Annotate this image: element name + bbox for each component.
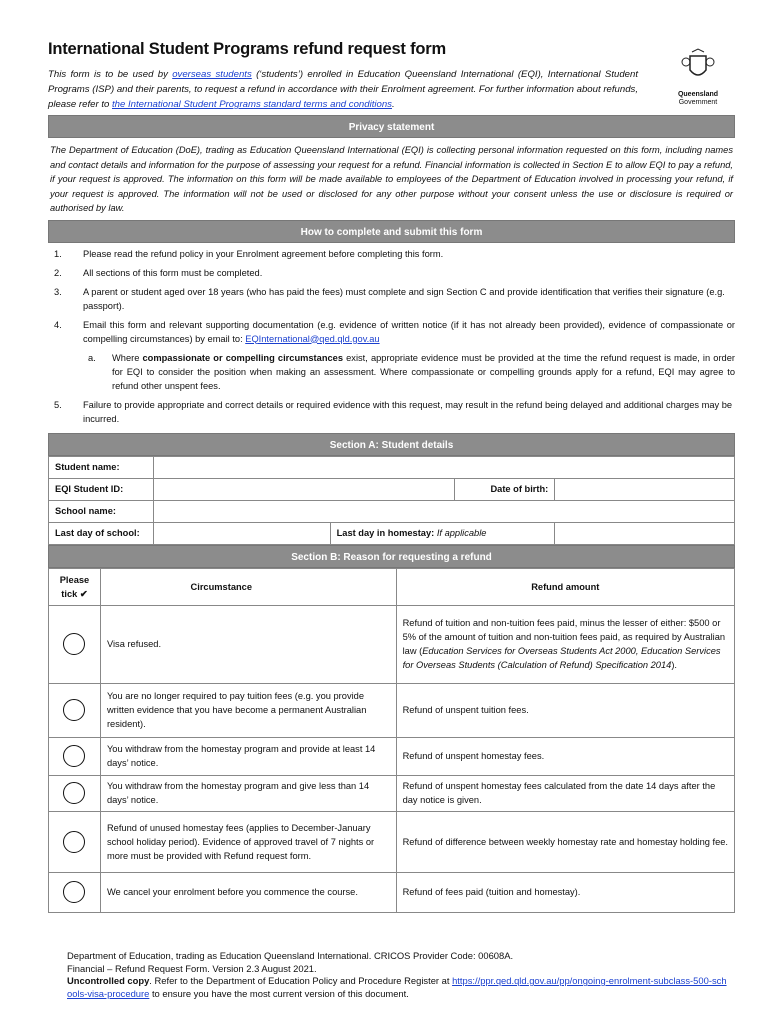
privacy-text: The Department of Education (DoE), trading as Education Queensland International (EQI) is collecting personal information requested on this form, including names and contact details and information for the purpose of assessing your request for a refund. Financial information is collected in Section E to allow EQI to pay a refund, if your request is approved. The information on this form will be made available to employees of the Department of Education involved in processing your refund, if your request is approved. The information will not be used or disclosed for any other purpose without your consent unless the use or disclosure is required or authorised by law. (50, 145, 733, 213)
terms-conditions-link[interactable]: the International Student Programs standard terms and conditions (112, 99, 392, 110)
circumstance-cell: Visa refused. (100, 605, 396, 683)
tick-radio[interactable] (63, 699, 85, 721)
intro-part: (‘students’) enrolled in Education Queensland International (EQI), International Student Programs (ISP) and their parents, to request a refund in accordance with their Enrolment agreement. For further information about refunds, please refer to (48, 69, 638, 110)
intro-part: This form is to be used by (48, 69, 173, 80)
footer-text: . Refer to the Department of Education Policy and Procedure Register at (149, 975, 453, 986)
item-text (83, 318, 735, 346)
refund-cell (396, 872, 734, 912)
coat-of-arms-icon (678, 48, 718, 88)
student-name-label: Student name: (49, 456, 154, 478)
refund-option-row (49, 811, 735, 872)
logo-subtext: Government (678, 99, 718, 106)
tick-radio[interactable] (63, 633, 85, 655)
item-text-part: Email this form and relevant supporting documentation (e.g. evidence of written notice (if it has not already been provided), evidence of compassionate or compelling circumstances) by email to: (83, 319, 735, 344)
item-text: All sections of this form must be completed. (83, 267, 263, 278)
intro-text (48, 67, 638, 112)
refund-cell (396, 605, 734, 683)
item-number: 3. (54, 286, 62, 297)
tick-cell (49, 737, 101, 775)
refund-header: Refund amount (396, 568, 734, 605)
last-day-school-label: Last day of school: (49, 522, 154, 544)
item-text: Please read the refund policy in your Enrolment agreement before completing this form. (83, 248, 444, 259)
email-link[interactable]: EQInternational@qed.qld.gov.au (245, 333, 380, 344)
refund-option-row (49, 683, 735, 737)
item-text: Failure to provide appropriate and correct details or required evidence with this request, may result in the refund being delayed and additional charges may be incurred. (83, 399, 733, 424)
list-item (48, 243, 735, 262)
ppr-link[interactable]: https://ppr.qed.qld.gov.au/pp/ongoing-enrolment-subclass-500-schools-visa-procedure (67, 975, 727, 999)
refund-cell (396, 775, 734, 811)
footer (67, 950, 727, 1000)
privacy-heading: Privacy statement (48, 115, 735, 138)
refund-option-row (49, 605, 735, 683)
tick-cell (49, 683, 101, 737)
refund-text: Refund of fees paid (tuition and homestay). (402, 887, 581, 897)
refund-cell (396, 683, 734, 737)
queensland-government-logo (668, 48, 728, 107)
student-id-label: EQI Student ID: (49, 478, 154, 500)
item-number: 2. (54, 267, 62, 278)
item-text-part: exist, appropriate evidence must be provided at the time the refund request is made, in order for EQI to consider the position when making an assessment. Where compassionate or compelling grounds apply for a refund, EQI may agree to refund other unspent fees. (112, 352, 735, 391)
logo-text: Queensland (677, 91, 719, 98)
student-id-field[interactable] (153, 478, 455, 500)
section-a-heading: Section A: Student details (48, 433, 735, 456)
tick-cell (49, 775, 101, 811)
label-text: Last day in homestay: (336, 528, 435, 538)
last-day-school-field[interactable] (153, 522, 330, 544)
last-day-homestay-label (330, 522, 555, 544)
refund-option-row (49, 872, 735, 912)
item-text (112, 351, 735, 393)
howto-heading: How to complete and submit this form (48, 220, 735, 243)
item-text: A parent or student aged over 18 years (who has paid the fees) must complete and sign Section C and provide identification that verifies their signature (e.g. passport). (83, 286, 725, 311)
instructions-list (48, 243, 735, 427)
refund-law-text: Education Services for Overseas Students Act 2000, Education Services for Overseas Students (Calculation of Refund) Specification 2014 (402, 646, 721, 670)
list-item (48, 281, 735, 314)
tick-header: Please tick ✔ (49, 568, 101, 605)
refund-text: Refund of unspent homestay fees calculated from the date 14 days after the day notice is given. (402, 781, 716, 805)
school-name-field[interactable] (153, 500, 734, 522)
circumstance-cell: You withdraw from the homestay program and provide at least 14 days’ notice. (100, 737, 396, 775)
tick-cell (49, 811, 101, 872)
refund-text: Refund of tuition and non-tuition fees paid, minus the lesser of either: $500 or 5% of the amount of tuition and non-tuition fees paid, as required by Australian law ( (402, 618, 726, 656)
student-name-field[interactable] (153, 456, 734, 478)
refund-cell (396, 737, 734, 775)
footer-line: Department of Education, trading as Education Queensland International. CRICOS Provider Code: 00608A. (67, 950, 514, 961)
item-number: 5. (54, 399, 62, 410)
school-name-label: School name: (49, 500, 154, 522)
refund-cell (396, 811, 734, 872)
refund-text: Refund of difference between weekly homestay rate and homestay holding fee. (402, 836, 729, 847)
item-text-part: Where (112, 352, 143, 363)
item-text-bold: compassionate or compelling circumstances (142, 352, 344, 363)
student-details-table (48, 456, 735, 545)
form-page (48, 40, 735, 913)
item-number: 1. (54, 248, 62, 259)
refund-text: Refund of unspent tuition fees. (402, 705, 529, 715)
tick-radio[interactable] (63, 881, 85, 903)
label-note: If applicable (436, 528, 487, 538)
list-item (48, 347, 735, 394)
tick-radio[interactable] (63, 782, 85, 804)
tick-radio[interactable] (63, 745, 85, 767)
intro-part: . (391, 99, 395, 110)
footer-line (67, 975, 727, 1000)
footer-line: Financial – Refund Request Form. Version 2.3 August 2021. (67, 962, 317, 974)
circumstance-cell: You are no longer required to pay tuition fees (e.g. you provide written evidence that you have become a permanent Australian resident). (100, 683, 396, 737)
list-item (48, 394, 735, 427)
refund-text: Refund of unspent homestay fees. (402, 751, 545, 761)
circumstance-cell: Refund of unused homestay fees (applies to December-January school holiday period). Evidence of approved travel of 7 nights or more must be provided with Refund request form. (100, 811, 396, 872)
circumstance-header: Circumstance (100, 568, 396, 605)
section-b-heading: Section B: Reason for requesting a refund (48, 545, 735, 568)
tick-radio[interactable] (63, 831, 85, 853)
list-item (48, 262, 735, 281)
refund-text: ). (671, 660, 677, 670)
refund-option-row (49, 775, 735, 811)
list-item (48, 314, 735, 347)
refund-option-row (49, 737, 735, 775)
circumstance-cell: You withdraw from the homestay program and give less than 14 days’ notice. (100, 775, 396, 811)
circumstance-cell: We cancel your enrolment before you commence the course. (100, 872, 396, 912)
tick-cell (49, 872, 101, 912)
dob-label: Date of birth: (455, 478, 555, 500)
item-number: a. (88, 352, 96, 363)
dob-field[interactable] (555, 478, 735, 500)
tick-cell (49, 605, 101, 683)
refund-reason-table (48, 568, 735, 913)
footer-text: to ensure you have the most current version of this document. (149, 987, 409, 999)
last-day-homestay-field[interactable] (555, 522, 735, 544)
item-number: 4. (54, 319, 62, 330)
uncontrolled-copy-label: Uncontrolled copy (67, 975, 150, 986)
page-title: International Student Programs refund request form (48, 40, 446, 58)
overseas-students-link[interactable]: overseas students (172, 69, 252, 80)
